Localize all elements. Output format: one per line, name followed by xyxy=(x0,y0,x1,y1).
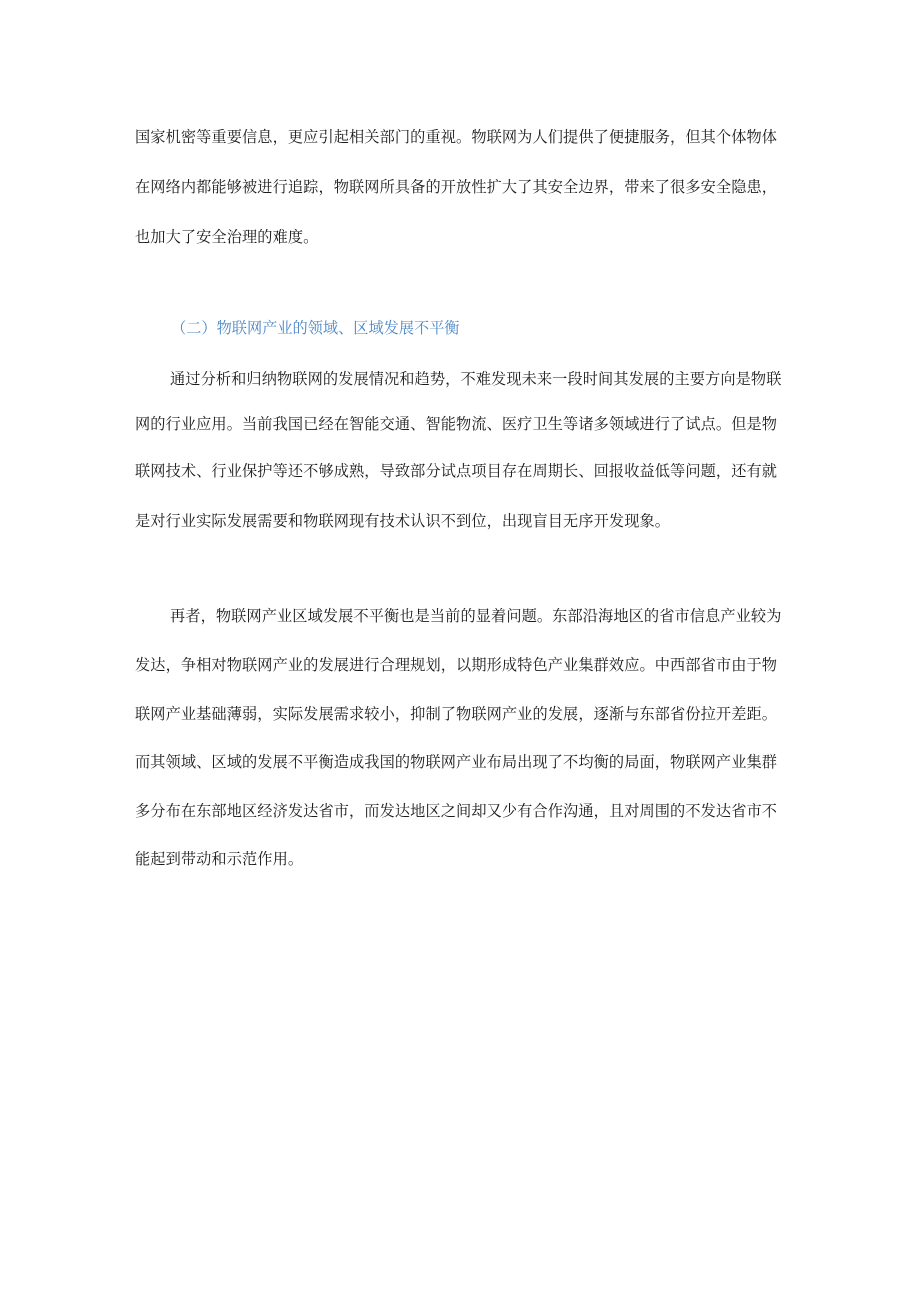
paragraph-1-line-1: 国家机密等重要信息，更应引起相关部门的重视。物联网为人们提供了便捷服务，但其个体物体 xyxy=(135,128,778,146)
paragraph-3-line-3: 联网产业基础薄弱，实际发展需求较小，抑制了物联网产业的发展，逐渐与东部省份拉开差距。 xyxy=(135,705,778,723)
paragraph-3-line-5: 多分布在东部地区经济发达省市，而发达地区之间却又少有合作沟通，且对周围的不发达省市不 xyxy=(135,802,778,820)
paragraph-1-line-2: 在网络内都能够被进行追踪，物联网所具备的开放性扩大了其安全边界，带来了很多安全隐患， xyxy=(135,178,778,196)
paragraph-2-line-1: 通过分析和归纳物联网的发展情况和趋势，不难发现未来一段时间其发展的主要方向是物联 xyxy=(170,370,782,388)
paragraph-1-line-3: 也加大了安全治理的难度。 xyxy=(135,228,319,246)
paragraph-3-line-4: 而其领域、区域的发展不平衡造成我国的物联网产业布局出现了不均衡的局面，物联网产业集群 xyxy=(135,753,778,771)
paragraph-3-line-2: 发达，争相对物联网产业的发展进行合理规划，以期形成特色产业集群效应。中西部省市由于物 xyxy=(135,656,778,674)
paragraph-3-line-6: 能起到带动和示范作用。 xyxy=(135,850,304,868)
paragraph-2-line-2: 网的行业应用。当前我国已经在智能交通、智能物流、医疗卫生等诸多领域进行了试点。但是物 xyxy=(135,415,778,433)
paragraph-3-line-1: 再者，物联网产业区域发展不平衡也是当前的显着问题。东部沿海地区的省市信息产业较为 xyxy=(170,607,782,625)
paragraph-2-line-4: 是对行业实际发展需要和物联网现有技术认识不到位，出现盲目无序开发现象。 xyxy=(135,512,671,530)
section-heading: （二）物联网产业的领域、区域发展不平衡 xyxy=(171,319,460,337)
paragraph-2-line-3: 联网技术、行业保护等还不够成熟，导致部分试点项目存在周期长、回报收益低等问题，还有就 xyxy=(135,462,778,480)
